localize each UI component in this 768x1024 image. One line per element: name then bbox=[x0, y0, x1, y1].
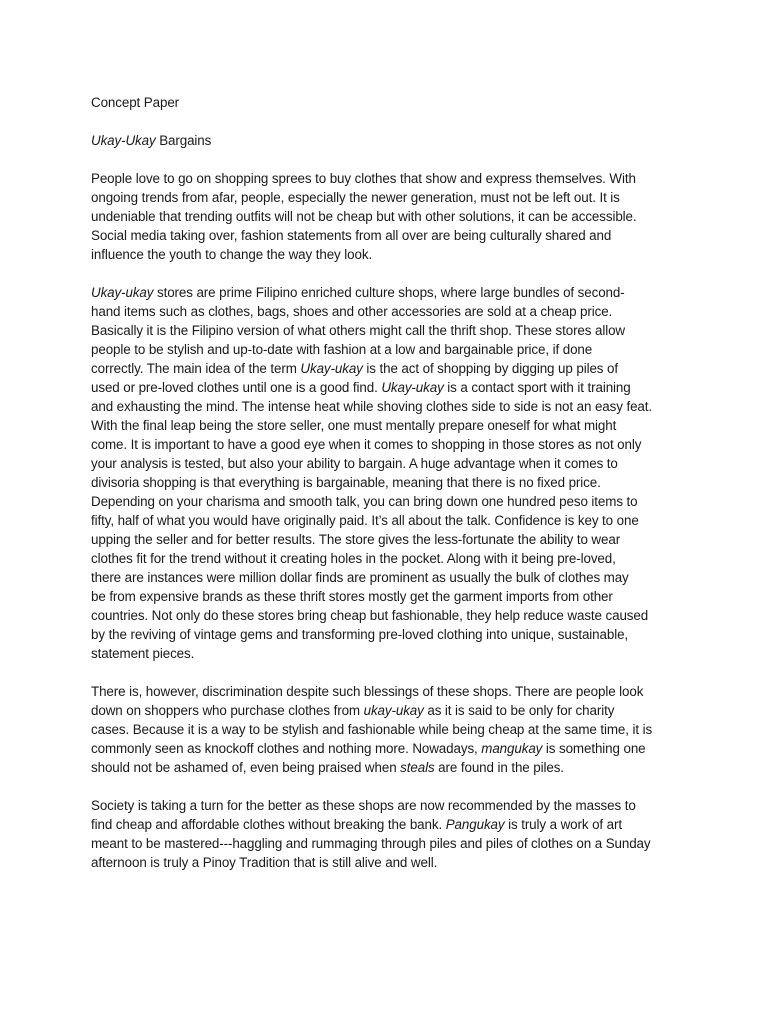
text-line bbox=[91, 606, 681, 625]
text-segment: is truly a work of art bbox=[504, 817, 622, 832]
text-segment: Depending on your charisma and smooth talk, you can bring down one hundred peso items to bbox=[91, 494, 638, 509]
paragraph-4 bbox=[91, 796, 681, 872]
text-line bbox=[91, 720, 681, 739]
paragraph-1 bbox=[91, 169, 681, 264]
text-segment: your analysis is tested, but also your ability to bargain. A huge advantage when it comes to bbox=[91, 456, 618, 471]
text-line bbox=[91, 207, 681, 226]
text-segment: is the act of shopping by digging up piles of bbox=[362, 361, 618, 376]
italic-term: ukay-ukay bbox=[363, 703, 424, 718]
text-line bbox=[91, 815, 681, 834]
text-line bbox=[91, 245, 681, 264]
italic-term: Ukay-ukay bbox=[300, 361, 363, 376]
text-segment: people to be stylish and up-to-date with fashion at a low and bargainable price, if done bbox=[91, 342, 593, 357]
text-segment: come. It is important to have a good eye when it comes to shopping in those stores as not only bbox=[91, 437, 642, 452]
text-line bbox=[91, 321, 681, 340]
text-segment: should not be ashamed of, even being praised when bbox=[91, 760, 401, 775]
text-line bbox=[91, 340, 681, 359]
text-line bbox=[91, 511, 681, 530]
text-segment: down on shoppers who purchase clothes from bbox=[91, 703, 364, 718]
text-segment: meant to be mastered---haggling and rummaging through piles and piles of clothes on a Sunday bbox=[91, 836, 651, 851]
text-line bbox=[91, 435, 681, 454]
paragraph-gap bbox=[91, 150, 681, 169]
text-segment: stores are prime Filipino enriched culture shops, where large bundles of second- bbox=[153, 285, 625, 300]
text-segment: fifty, half of what you would have originally paid. It’s all about the talk. Confidence is key to one bbox=[91, 513, 639, 528]
text-segment: There is, however, discrimination despite such blessings of these shops. There are people look bbox=[91, 684, 644, 699]
text-segment: influence the youth to change the way they look. bbox=[91, 247, 373, 262]
paragraph-gap bbox=[91, 112, 681, 131]
text-line bbox=[91, 283, 681, 302]
text-line bbox=[91, 625, 681, 644]
text-segment: are found in the piles. bbox=[434, 760, 564, 775]
paragraph-gap bbox=[91, 264, 681, 283]
text-segment: afternoon is truly a Pinoy Tradition that is still alive and well. bbox=[91, 855, 438, 870]
text-segment: clothes fit for the trend without it creating holes in the pocket. Along with it being pre-loved, bbox=[91, 551, 616, 566]
text-segment: by the reviving of vintage gems and transforming pre-loved clothing into unique, sustainable, bbox=[91, 627, 629, 642]
document-title bbox=[91, 131, 681, 150]
document-body bbox=[91, 93, 681, 872]
text-line bbox=[91, 796, 681, 815]
text-segment: is something one bbox=[542, 741, 646, 756]
text-segment: correctly. The main idea of the term bbox=[91, 361, 301, 376]
text-segment: Social media taking over, fashion statements from all over are being culturally shared and bbox=[91, 228, 612, 243]
document-heading: Concept Paper bbox=[91, 95, 180, 110]
text-line bbox=[91, 739, 681, 758]
italic-term: Ukay-ukay bbox=[91, 285, 154, 300]
text-line bbox=[91, 644, 681, 663]
paragraphs bbox=[91, 169, 681, 872]
text-line bbox=[91, 416, 681, 435]
text-line bbox=[91, 188, 681, 207]
text-segment: there are instances were million dollar finds are prominent as usually the bulk of clothes may bbox=[91, 570, 629, 585]
text-line bbox=[91, 226, 681, 245]
text-line bbox=[91, 701, 681, 720]
text-line bbox=[91, 549, 681, 568]
text-segment: is a contact sport with it training bbox=[443, 380, 631, 395]
text-segment: as it is said to be only for charity bbox=[423, 703, 615, 718]
text-segment: used or pre-loved clothes until one is a good find. bbox=[91, 380, 382, 395]
text-segment: statement pieces. bbox=[91, 646, 195, 661]
text-segment: cases. Because it is a way to be stylish and fashionable while being cheap at the same time, it is bbox=[91, 722, 653, 737]
text-line bbox=[91, 682, 681, 701]
paragraph-3 bbox=[91, 682, 681, 777]
italic-term: Pangukay bbox=[445, 817, 505, 832]
text-segment: be from expensive brands as these thrift stores mostly get the garment imports from other bbox=[91, 589, 613, 604]
text-line bbox=[91, 834, 681, 853]
text-segment: People love to go on shopping sprees to buy clothes that show and express themselves. With bbox=[91, 171, 636, 186]
text-segment: find cheap and affordable clothes without breaking the bank. bbox=[91, 817, 446, 832]
text-segment: With the final leap being the store seller, one must mentally prepare oneself for what might bbox=[91, 418, 617, 433]
document-title-rest: Bargains bbox=[155, 133, 212, 148]
text-line bbox=[91, 378, 681, 397]
text-line bbox=[91, 169, 681, 188]
text-segment: upping the seller and for better results. The store gives the less-fortunate the ability to wear bbox=[91, 532, 621, 547]
text-line bbox=[91, 758, 681, 777]
text-segment: Society is taking a turn for the better as these shops are now recommended by the masses to bbox=[91, 798, 636, 813]
italic-term: Ukay-ukay bbox=[381, 380, 444, 395]
text-segment: and exhausting the mind. The intense heat while shoving clothes side to side is not an easy feat. bbox=[91, 399, 653, 414]
paragraph-gap bbox=[91, 777, 681, 796]
text-line bbox=[91, 359, 681, 378]
text-line bbox=[91, 492, 681, 511]
text-segment: Basically it is the Filipino version of what others might call the thrift shop. These stores allow bbox=[91, 323, 626, 338]
text-segment: ongoing trends from afar, people, especially the newer generation, must not be left out. It is bbox=[91, 190, 620, 205]
paragraph-2 bbox=[91, 283, 681, 663]
text-line bbox=[91, 454, 681, 473]
italic-term: steals bbox=[400, 760, 435, 775]
text-segment: undeniable that trending outfits will not be cheap but with other solutions, it can be accessible. bbox=[91, 209, 637, 224]
text-line bbox=[91, 473, 681, 492]
text-segment: hand items such as clothes, bags, shoes and other accessories are sold at a cheap price. bbox=[91, 304, 613, 319]
paragraph-gap bbox=[91, 663, 681, 682]
text-line bbox=[91, 853, 681, 872]
text-line bbox=[91, 302, 681, 321]
text-segment: countries. Not only do these stores bring cheap but fashionable, they help reduce waste caused bbox=[91, 608, 649, 623]
text-segment: commonly seen as knockoff clothes and nothing more. Nowadays, bbox=[91, 741, 482, 756]
document-title-italic: Ukay-Ukay bbox=[91, 133, 156, 148]
text-line bbox=[91, 530, 681, 549]
text-segment: divisoria shopping is that everything is bargainable, meaning that there is no fixed price. bbox=[91, 475, 601, 490]
italic-term: mangukay bbox=[481, 741, 543, 756]
text-line bbox=[91, 568, 681, 587]
text-line bbox=[91, 587, 681, 606]
text-line bbox=[91, 397, 681, 416]
